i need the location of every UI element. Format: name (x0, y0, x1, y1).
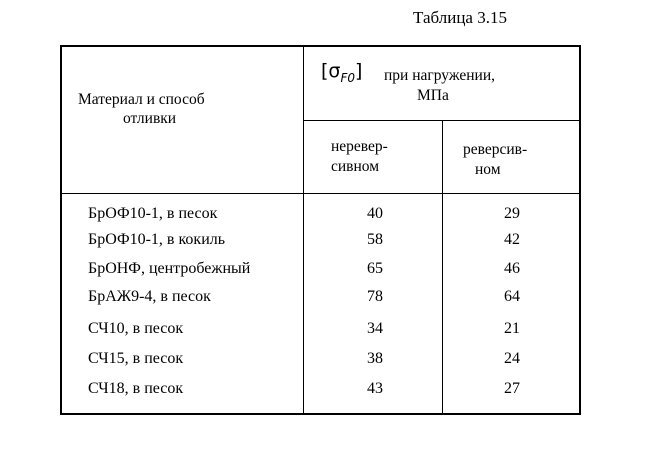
header-divider (303, 120, 581, 121)
table-row-rev: 42 (504, 231, 520, 248)
table-row-material: БрАЖ9-4, в песок (88, 288, 211, 305)
table-row-nonrev: 34 (367, 320, 383, 337)
header-bottom-line (60, 193, 581, 194)
stress-header-line1: при нагружении, (384, 67, 495, 84)
table-row-nonrev: 65 (367, 260, 383, 277)
table-row-material: БрОНФ, центробежный (88, 260, 251, 277)
table-row-nonrev: 43 (367, 380, 383, 397)
table-row-nonrev: 40 (367, 205, 383, 222)
table-row-rev: 29 (504, 205, 520, 222)
nonrev-header-line2: сивном (331, 158, 380, 175)
material-header-line2: отливки (123, 110, 177, 127)
table-row-nonrev: 78 (367, 288, 383, 305)
table-row-nonrev: 38 (367, 350, 383, 367)
stress-symbol: $[\sigma_{F0}]$ (321, 60, 363, 85)
column-divider-1 (303, 45, 304, 415)
table-row-rev: 27 (504, 380, 520, 397)
stress-symbol-main: σ (328, 60, 341, 82)
table-row-rev: 21 (504, 320, 520, 337)
rev-header-line1: реверсив- (463, 141, 528, 158)
table-row-rev: 46 (504, 260, 520, 277)
table-row-rev: 24 (504, 350, 520, 367)
table-row-material: СЧ18, в песок (88, 380, 184, 397)
table-row-nonrev: 58 (367, 231, 383, 248)
table-row-rev: 64 (504, 288, 520, 305)
nonrev-header-line1: неревер- (331, 138, 388, 155)
material-header-line1: Материал и способ (78, 91, 205, 108)
table-row-material: СЧ15, в песок (88, 350, 184, 367)
column-divider-2 (442, 120, 443, 415)
rev-header-line2: ном (475, 161, 501, 178)
table-row-material: БрОФ10-1, в песок (88, 205, 218, 222)
stress-symbol-sub: F0 (340, 70, 356, 85)
stress-header-line2: МПа (417, 87, 449, 104)
table-caption: Таблица 3.15 (413, 8, 507, 27)
table-row-material: СЧ10, в песок (88, 320, 184, 337)
table-row-material: БрОФ10-1, в кокиль (88, 231, 226, 248)
